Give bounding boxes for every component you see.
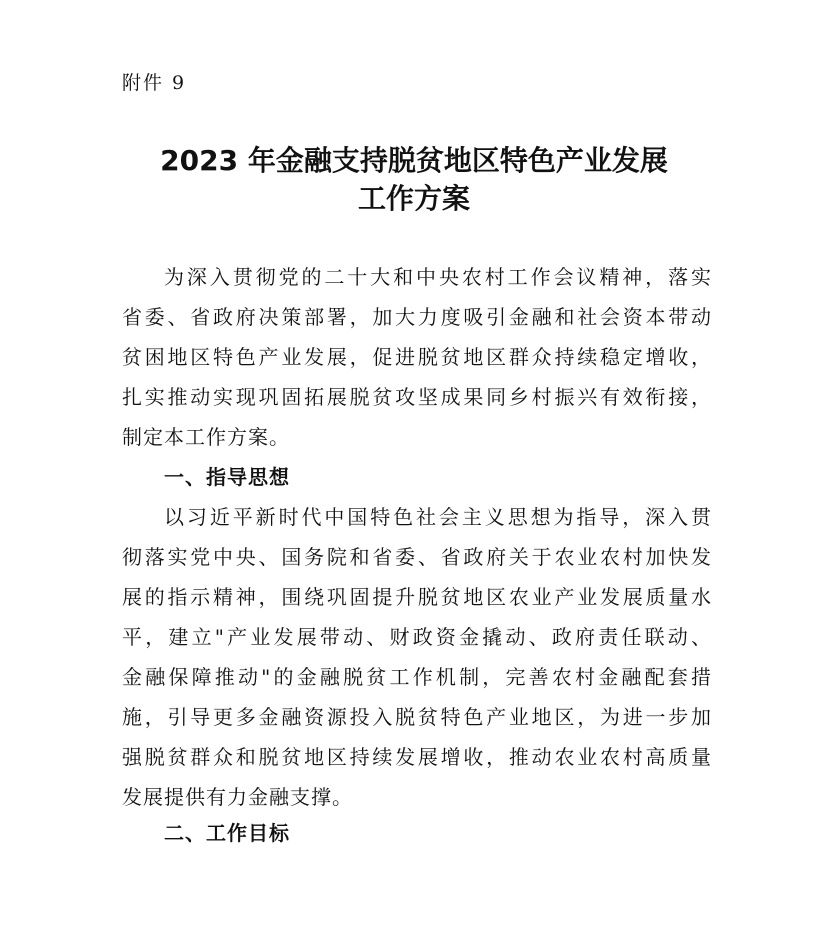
intro-paragraph-line: 为深入贯彻党的二十大和中央农村工作会议精神，落实: [164, 265, 712, 289]
section-heading-work-goals: 二、工作目标: [164, 821, 290, 845]
document-title-line-2: 工作方案: [357, 182, 470, 215]
section1-paragraph-line: 金融保障推动"的金融脱贫工作机制，完善农村金融配套措: [122, 665, 712, 689]
intro-paragraph-line: 扎实推动实现巩固拓展脱贫攻坚成果同乡村振兴有效衔接，: [122, 385, 712, 409]
intro-paragraph-line: 省委、省政府决策部署，加大力度吸引金融和社会资本带动: [122, 305, 712, 329]
attachment-label: 附件 9: [122, 72, 187, 94]
section1-paragraph-line: 施，引导更多金融资源投入脱贫特色产业地区，为进一步加: [122, 705, 712, 729]
intro-paragraph-line: 制定本工作方案。: [122, 425, 290, 449]
section1-paragraph-line: 展的指示精神，围绕巩固提升脱贫地区农业产业发展质量水: [122, 585, 712, 609]
intro-paragraph-line: 贫困地区特色产业发展，促进脱贫地区群众持续稳定增收，: [122, 345, 712, 369]
section-heading-guiding-ideology: 一、指导思想: [164, 465, 290, 489]
section1-paragraph-line: 发展提供有力金融支撑。: [122, 785, 353, 809]
section1-paragraph-line: 平，建立"产业发展带动、财政资金撬动、政府责任联动、: [122, 625, 712, 649]
section1-paragraph-line: 强脱贫群众和脱贫地区持续发展增收，推动农业农村高质量: [122, 745, 712, 769]
document-title-line-1: 2023 年金融支持脱贫地区特色产业发展: [160, 144, 668, 177]
section1-paragraph-line: 彻落实党中央、国务院和省委、省政府关于农业农村加快发: [122, 545, 712, 569]
section1-paragraph-line: 以习近平新时代中国特色社会主义思想为指导，深入贯: [164, 505, 712, 529]
